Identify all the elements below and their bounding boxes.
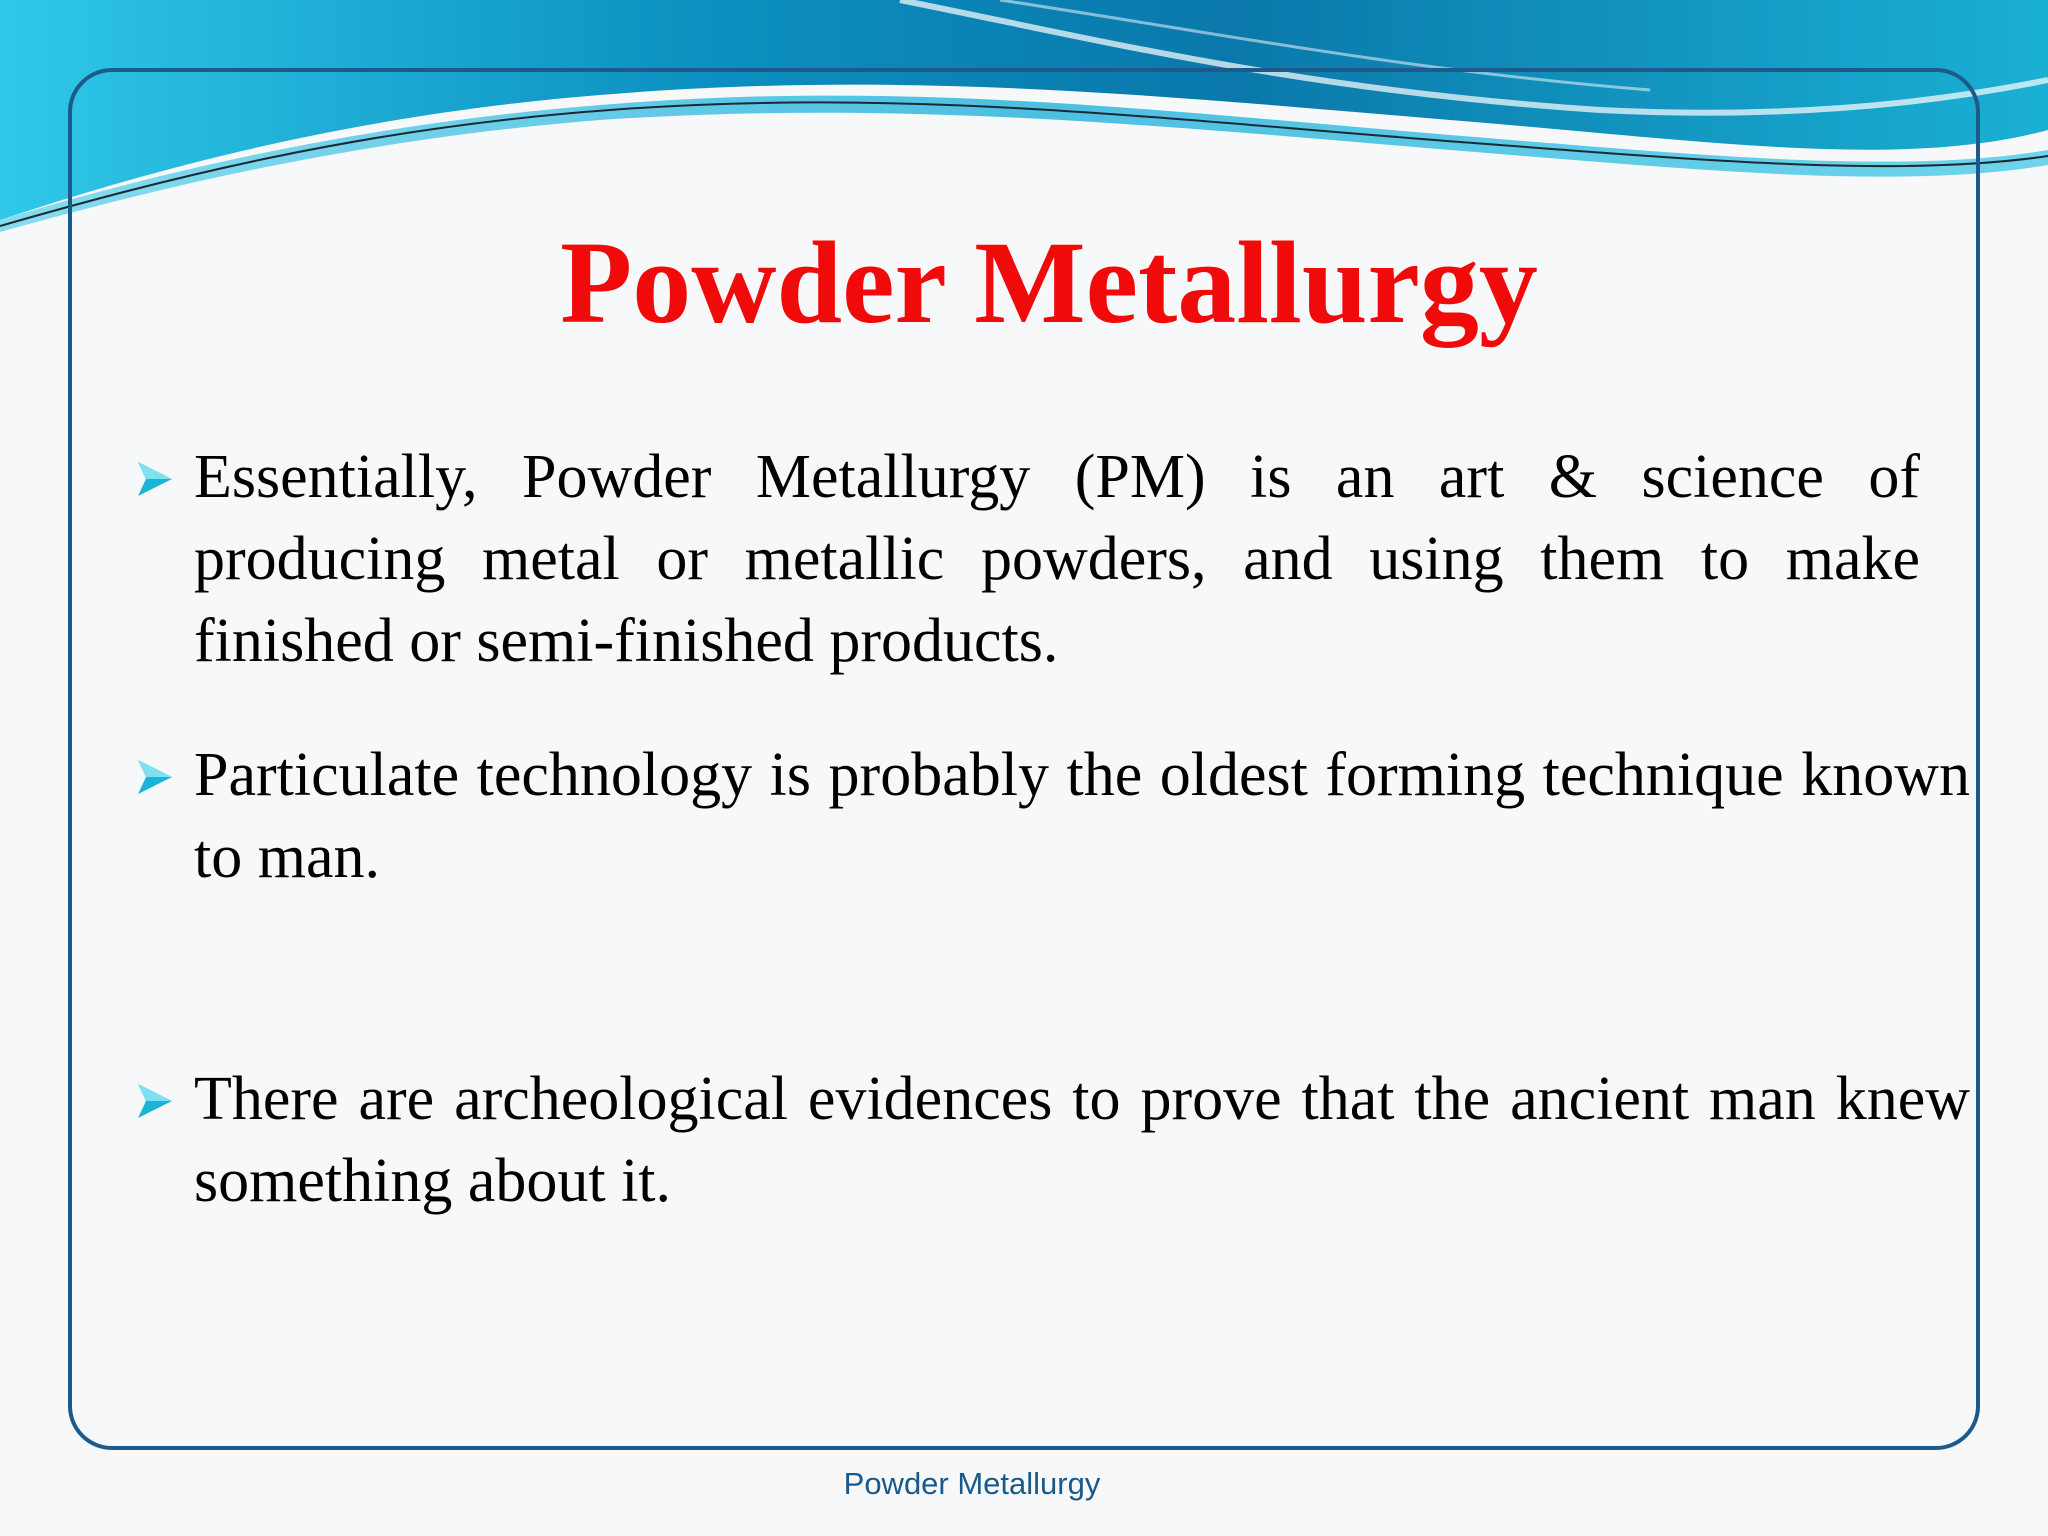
bullet-text: Essentially, Powder Metallurgy (PM) is an art & science of producing metal or metallic powders, and using them to make finished or semi-finished products. [194, 443, 1920, 675]
arrow-right-icon [134, 1080, 176, 1122]
bullet-text: There are archeological evidences to prove that the ancient man knew something about it. [194, 1065, 1970, 1215]
bullet-item [134, 1058, 1970, 1222]
bullet-item [134, 734, 1970, 898]
slide-title: Powder Metallurgy [560, 217, 1538, 348]
bullet-item [134, 436, 1920, 682]
arrow-right-icon [134, 458, 176, 500]
arrow-right-icon [134, 756, 176, 798]
bullet-list [134, 436, 1970, 1222]
slide-footer: Powder Metallurgy [843, 1466, 1101, 1501]
bullet-text: Particulate technology is probably the oldest forming technique known to man. [194, 741, 1970, 891]
